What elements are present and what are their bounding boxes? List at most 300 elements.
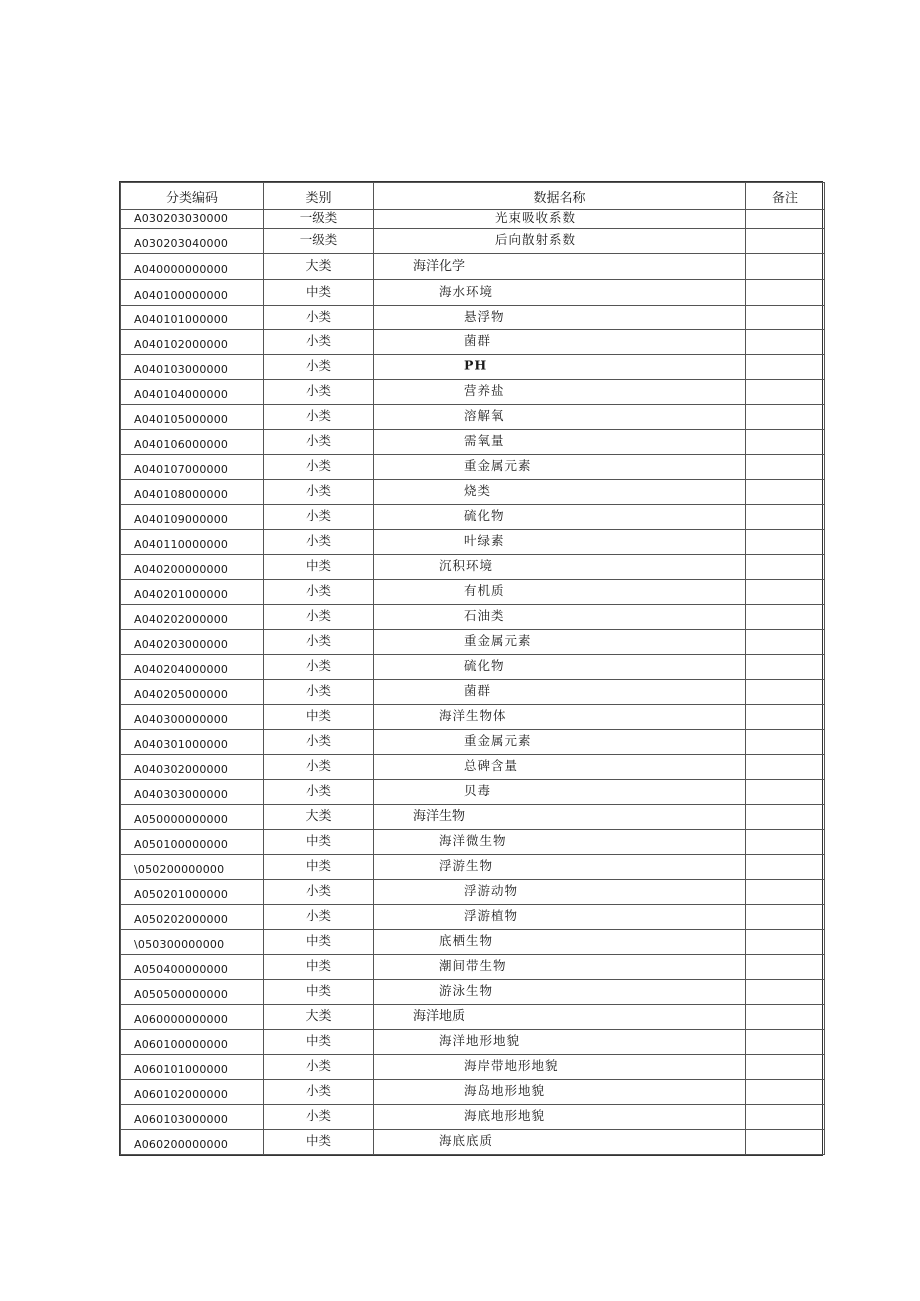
data-name-text: 重金属元素 [464, 732, 532, 748]
table-row [121, 580, 825, 605]
data-name-text: 海洋地形地貌 [439, 1032, 521, 1048]
code-cell [121, 280, 264, 306]
code-cell [121, 880, 264, 905]
name-cell [374, 405, 746, 430]
name-cell [374, 780, 746, 805]
category-cell [264, 1055, 374, 1080]
data-name-text: 悬浮物 [464, 308, 505, 324]
data-name-text: 总碑含量 [464, 757, 519, 773]
code-cell [121, 505, 264, 530]
remark-cell [746, 655, 825, 680]
category-cell [264, 855, 374, 880]
data-name-text: 浮游动物 [464, 882, 519, 898]
data-name-text: 硫化物 [464, 657, 505, 673]
category-cell [264, 1030, 374, 1055]
table-row [121, 229, 825, 254]
data-name-text: 有机质 [464, 582, 505, 598]
name-cell [374, 530, 746, 555]
name-cell [374, 605, 746, 630]
category-cell [264, 905, 374, 930]
classification-code: A050100000000 [134, 838, 229, 851]
category-cell [264, 880, 374, 905]
data-name-text: 溶解氧 [464, 407, 505, 423]
table-row [121, 455, 825, 480]
category-level: 中类 [305, 1032, 331, 1048]
name-cell [374, 1080, 746, 1105]
category-cell [264, 330, 374, 355]
category-cell [264, 280, 374, 306]
data-name-text: 海岛地形地貌 [464, 1082, 546, 1098]
table-row [121, 430, 825, 455]
name-cell [374, 1005, 746, 1030]
category-level: 小类 [305, 582, 331, 598]
header-category: 类别 [264, 183, 374, 210]
remark-cell [746, 905, 825, 930]
category-level: 小类 [305, 1057, 331, 1073]
table-row [121, 555, 825, 580]
classification-code: A040303000000 [134, 788, 229, 801]
category-cell [264, 830, 374, 855]
data-name-text: 硫化物 [464, 507, 505, 523]
remark-cell [746, 830, 825, 855]
remark-cell [746, 1105, 825, 1130]
category-cell [264, 980, 374, 1005]
table-row [121, 755, 825, 780]
table-row [121, 705, 825, 730]
classification-code: A040302000000 [134, 763, 229, 776]
table-row [121, 1030, 825, 1055]
remark-cell [746, 955, 825, 980]
data-name-text: 浮游生物 [439, 857, 494, 873]
classification-code: A040106000000 [134, 438, 229, 451]
code-cell [121, 680, 264, 705]
remark-cell [746, 1005, 825, 1030]
data-name-text: 需氧量 [464, 432, 505, 448]
name-cell [374, 680, 746, 705]
code-cell [121, 605, 264, 630]
category-level: 中类 [305, 707, 331, 723]
code-cell [121, 755, 264, 780]
data-name-text: 沉积环境 [439, 557, 494, 573]
classification-code: A040203000000 [134, 638, 229, 651]
data-name-text: 浮游植物 [464, 907, 519, 923]
classification-code: A050202000000 [134, 913, 229, 926]
remark-cell [746, 630, 825, 655]
remark-cell [746, 730, 825, 755]
category-level: 小类 [305, 1082, 331, 1098]
classification-code: A050500000000 [134, 988, 229, 1001]
code-cell [121, 805, 264, 830]
category-cell [264, 805, 374, 830]
code-cell [121, 480, 264, 505]
classification-code: A040100000000 [134, 289, 229, 302]
data-name-text: 后向散射系数 [495, 231, 577, 247]
name-cell [374, 805, 746, 830]
code-cell [121, 210, 264, 229]
code-cell [121, 355, 264, 380]
category-cell [264, 405, 374, 430]
name-cell [374, 430, 746, 455]
name-cell [374, 330, 746, 355]
table-row [121, 655, 825, 680]
category-cell [264, 480, 374, 505]
remark-cell [746, 780, 825, 805]
classification-code: A040205000000 [134, 688, 229, 701]
code-cell [121, 1055, 264, 1080]
remark-cell [746, 805, 825, 830]
code-cell [121, 580, 264, 605]
name-cell [374, 1105, 746, 1130]
classification-code: A040102000000 [134, 338, 229, 351]
category-cell [264, 730, 374, 755]
remark-cell [746, 254, 825, 280]
table-row [121, 1055, 825, 1080]
remark-cell [746, 705, 825, 730]
table-row [121, 505, 825, 530]
code-cell [121, 730, 264, 755]
remark-cell [746, 755, 825, 780]
remark-cell [746, 605, 825, 630]
code-cell [121, 254, 264, 280]
classification-code: A040202000000 [134, 613, 229, 626]
category-cell [264, 254, 374, 280]
data-name-text: 重金属元素 [464, 457, 532, 473]
remark-cell [746, 880, 825, 905]
remark-cell [746, 1055, 825, 1080]
name-cell [374, 930, 746, 955]
category-level: 小类 [305, 407, 331, 423]
category-cell [264, 1005, 374, 1030]
name-cell [374, 380, 746, 405]
table-row [121, 855, 825, 880]
category-cell [264, 930, 374, 955]
table-row [121, 1130, 825, 1155]
classification-code: A040204000000 [134, 663, 229, 676]
category-level: 小类 [305, 732, 331, 748]
classification-code: A050201000000 [134, 888, 229, 901]
classification-code: A040103000000 [134, 363, 229, 376]
remark-cell [746, 580, 825, 605]
category-level: 小类 [305, 682, 331, 698]
table-row [121, 330, 825, 355]
category-level: 小类 [305, 907, 331, 923]
table-row [121, 1105, 825, 1130]
name-cell [374, 630, 746, 655]
classification-code: A040200000000 [134, 563, 229, 576]
name-cell [374, 655, 746, 680]
remark-cell [746, 555, 825, 580]
data-name-text: 菌群 [464, 332, 492, 348]
data-name-text: 光束吸收系数 [495, 209, 577, 225]
remark-cell [746, 330, 825, 355]
remark-cell [746, 980, 825, 1005]
data-name-text: 海底底质 [439, 1132, 494, 1148]
name-cell [374, 580, 746, 605]
table-row [121, 380, 825, 405]
code-cell [121, 1005, 264, 1030]
category-cell [264, 380, 374, 405]
code-cell [121, 380, 264, 405]
category-level: 中类 [305, 982, 331, 998]
data-name-text: 叶绿素 [464, 532, 505, 548]
category-level: 中类 [305, 1132, 331, 1148]
table-row [121, 1005, 825, 1030]
data-name-text: 游泳生物 [439, 982, 494, 998]
classification-code: A040201000000 [134, 588, 229, 601]
category-cell [264, 955, 374, 980]
code-cell [121, 530, 264, 555]
data-name-text: 营养盐 [464, 382, 505, 398]
category-level: 小类 [305, 357, 331, 373]
category-level: 一级类 [299, 231, 338, 247]
code-cell [121, 780, 264, 805]
category-level: 中类 [305, 957, 331, 973]
data-name-text: 海洋化学 [413, 258, 466, 274]
table-row [121, 210, 825, 229]
category-level: 小类 [305, 757, 331, 773]
classification-code: A040000000000 [134, 263, 229, 276]
name-cell [374, 905, 746, 930]
table-row [121, 880, 825, 905]
remark-cell [746, 405, 825, 430]
name-cell [374, 455, 746, 480]
table-row [121, 780, 825, 805]
name-cell [374, 1130, 746, 1155]
table-row [121, 1080, 825, 1105]
category-cell [264, 355, 374, 380]
name-cell [374, 555, 746, 580]
table-row [121, 730, 825, 755]
classification-code: A050400000000 [134, 963, 229, 976]
data-name-text: 贝毒 [464, 782, 492, 798]
remark-cell [746, 210, 825, 229]
code-cell [121, 555, 264, 580]
category-level: 大类 [305, 809, 332, 825]
name-cell [374, 254, 746, 280]
classification-code: A030203030000 [134, 212, 229, 225]
remark-cell [746, 1080, 825, 1105]
remark-cell [746, 680, 825, 705]
category-level: 小类 [305, 332, 331, 348]
category-cell [264, 455, 374, 480]
remark-cell [746, 530, 825, 555]
code-cell [121, 705, 264, 730]
table-body [121, 210, 825, 1155]
data-name-text: 海洋地质 [413, 1009, 466, 1025]
remark-cell [746, 855, 825, 880]
category-cell [264, 530, 374, 555]
code-cell [121, 930, 264, 955]
name-cell [374, 505, 746, 530]
name-cell [374, 705, 746, 730]
category-level: 中类 [305, 932, 331, 948]
data-name-text: 海洋生物体 [439, 707, 507, 723]
table-header-row [121, 183, 825, 210]
category-level: 小类 [305, 782, 331, 798]
category-level: 中类 [305, 283, 331, 299]
table-row [121, 480, 825, 505]
code-cell [121, 229, 264, 254]
data-name-text: 石油类 [464, 607, 505, 623]
data-name-text: 海洋生物 [413, 809, 466, 825]
category-level: 大类 [305, 258, 332, 274]
classification-code: A040101000000 [134, 313, 229, 326]
category-cell [264, 1080, 374, 1105]
category-level: 大类 [305, 1009, 332, 1025]
classification-code: A060100000000 [134, 1038, 229, 1051]
code-cell [121, 405, 264, 430]
name-cell [374, 355, 746, 380]
category-level: 小类 [305, 882, 331, 898]
category-cell [264, 505, 374, 530]
name-cell [374, 855, 746, 880]
classification-code: \050300000000 [134, 938, 225, 951]
table-row [121, 405, 825, 430]
category-cell [264, 306, 374, 330]
category-cell [264, 229, 374, 254]
category-level: 小类 [305, 507, 331, 523]
category-cell [264, 630, 374, 655]
category-cell [264, 210, 374, 229]
classification-code: A040300000000 [134, 713, 229, 726]
category-cell [264, 680, 374, 705]
data-name-text: 烧类 [464, 482, 492, 498]
name-cell [374, 1055, 746, 1080]
category-level: 小类 [305, 482, 331, 498]
code-cell [121, 1080, 264, 1105]
name-cell [374, 755, 746, 780]
code-cell [121, 330, 264, 355]
data-name-text: 海水环境 [439, 283, 494, 299]
table-row [121, 630, 825, 655]
code-cell [121, 1105, 264, 1130]
category-level: 中类 [305, 832, 331, 848]
data-name-text: 菌群 [464, 682, 492, 698]
category-cell [264, 1105, 374, 1130]
classification-code: A050000000000 [134, 813, 229, 826]
name-cell [374, 480, 746, 505]
category-cell [264, 655, 374, 680]
code-cell [121, 1030, 264, 1055]
data-name-text: 海底地形地貌 [464, 1107, 546, 1123]
classification-code: A040301000000 [134, 738, 229, 751]
classification-code: A060101000000 [134, 1063, 229, 1076]
table-row [121, 905, 825, 930]
category-level: 小类 [305, 382, 331, 398]
classification-code: A030203040000 [134, 237, 229, 250]
table-row [121, 254, 825, 280]
category-level: 小类 [305, 532, 331, 548]
code-cell [121, 905, 264, 930]
remark-cell [746, 306, 825, 330]
classification-code: A040105000000 [134, 413, 229, 426]
category-cell [264, 1130, 374, 1155]
category-level: 一级类 [299, 209, 338, 225]
name-cell [374, 880, 746, 905]
remark-cell [746, 229, 825, 254]
classification-code: A040104000000 [134, 388, 229, 401]
name-cell [374, 229, 746, 254]
table-row [121, 306, 825, 330]
classification-code: A040109000000 [134, 513, 229, 526]
classification-code: A060102000000 [134, 1088, 229, 1101]
classification-code: A060103000000 [134, 1113, 229, 1126]
code-cell [121, 655, 264, 680]
name-cell [374, 280, 746, 306]
remark-cell [746, 1130, 825, 1155]
classification-table [120, 182, 825, 1155]
code-cell [121, 830, 264, 855]
table-row [121, 605, 825, 630]
category-cell [264, 580, 374, 605]
table-row [121, 980, 825, 1005]
code-cell [121, 430, 264, 455]
code-cell [121, 630, 264, 655]
remark-cell [746, 930, 825, 955]
category-level: 小类 [305, 1107, 331, 1123]
name-cell [374, 306, 746, 330]
category-level: 小类 [305, 607, 331, 623]
name-cell [374, 1030, 746, 1055]
remark-cell [746, 455, 825, 480]
classification-code: A040108000000 [134, 488, 229, 501]
header-data-name: 数据名称 [374, 183, 746, 210]
remark-cell [746, 1030, 825, 1055]
code-cell [121, 455, 264, 480]
category-level: 中类 [305, 557, 331, 573]
remark-cell [746, 505, 825, 530]
classification-table-frame [119, 181, 823, 1156]
table-row [121, 930, 825, 955]
table-row [121, 830, 825, 855]
data-name-text: 海岸带地形地貌 [464, 1057, 559, 1073]
code-cell [121, 955, 264, 980]
category-level: 小类 [305, 632, 331, 648]
code-cell [121, 980, 264, 1005]
code-cell [121, 306, 264, 330]
classification-code: A040107000000 [134, 463, 229, 476]
data-name-text: 海洋微生物 [439, 832, 507, 848]
data-name-text: PH [464, 357, 488, 373]
classification-code: A060200000000 [134, 1138, 229, 1151]
category-level: 中类 [305, 857, 331, 873]
code-cell [121, 855, 264, 880]
table-row [121, 680, 825, 705]
category-cell [264, 430, 374, 455]
table-row [121, 355, 825, 380]
category-cell [264, 755, 374, 780]
name-cell [374, 955, 746, 980]
name-cell [374, 210, 746, 229]
name-cell [374, 730, 746, 755]
remark-cell [746, 355, 825, 380]
remark-cell [746, 430, 825, 455]
table-row [121, 955, 825, 980]
category-level: 小类 [305, 432, 331, 448]
name-cell [374, 980, 746, 1005]
name-cell [374, 830, 746, 855]
table-row [121, 805, 825, 830]
category-level: 小类 [305, 457, 331, 473]
classification-code: A040110000000 [134, 538, 229, 551]
remark-cell [746, 380, 825, 405]
code-cell [121, 1130, 264, 1155]
category-cell [264, 605, 374, 630]
classification-code: A060000000000 [134, 1013, 229, 1026]
data-name-text: 底栖生物 [439, 932, 494, 948]
header-remark: 备注 [746, 183, 825, 210]
remark-cell [746, 280, 825, 306]
